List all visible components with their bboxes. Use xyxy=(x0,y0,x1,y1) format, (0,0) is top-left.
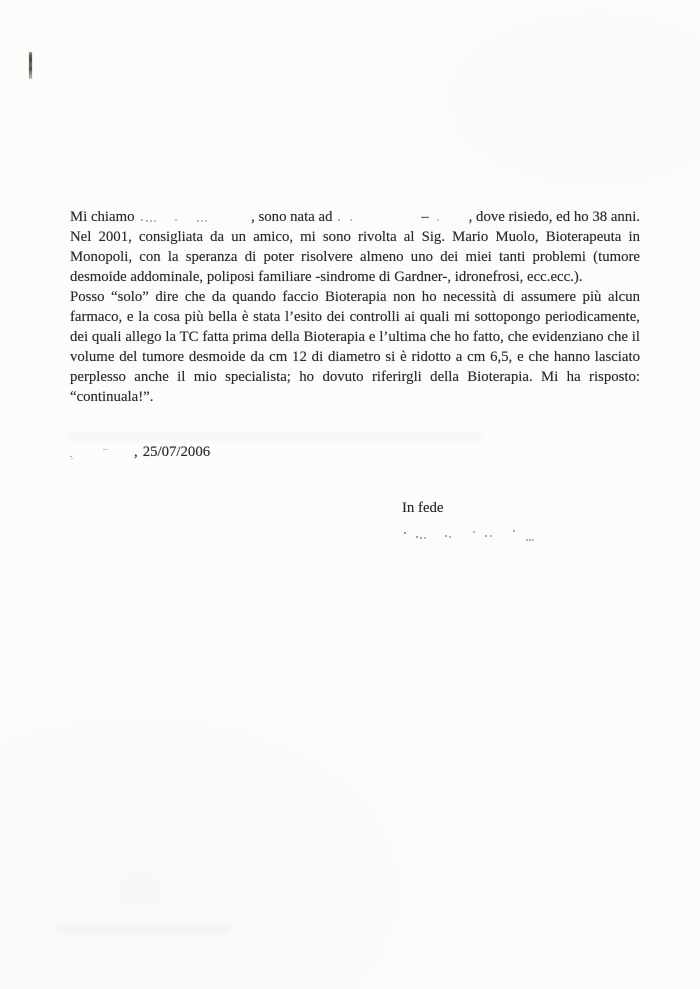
opening-dash: – xyxy=(421,208,429,225)
redacted-signature xyxy=(400,526,540,544)
redacted-birthplace xyxy=(332,206,421,221)
letter-opening-line xyxy=(70,206,640,227)
letter-body xyxy=(70,206,640,544)
opening-intro-text: Mi chiamo xyxy=(70,208,135,225)
opening-residence-text: , dove risiedo, ed ho 38 anni. xyxy=(468,208,641,225)
staple-mark xyxy=(29,52,32,79)
redacted-province xyxy=(429,206,469,221)
date-text: 25/07/2006 xyxy=(142,443,211,460)
bleed-through-smudge xyxy=(56,925,231,932)
opening-birth-text: , sono nata ad xyxy=(251,208,333,225)
letter-paragraph-1: Nel 2001, consigliata da un amico, mi sono rivolta al Sig. Mario Muolo, Bioterapeuta in Monopoli, con la speranza di poter risolvere almeno uno dei miei tanti problemi (tumore desmoide addominale, poliposi familiare -sindrome di Gardner-, idronefrosi, ecc.ecc.). xyxy=(70,228,640,285)
date-line xyxy=(70,441,640,462)
redacted-name xyxy=(135,206,252,221)
closing-formula: In fede xyxy=(402,499,444,516)
letter-paragraph-2: Posso “solo” dire che da quando faccio Bioterapia non ho necessità di assumere più alcun farmaco, e la cosa più bella è stata l’esito dei controlli ai quali mi sottopongo periodicamente, dei quali allego la TC fatta prima della Bioterapia e l’ultima che ho fatto, che evidenziano che il volume del tumore desmoide da cm 12 di diametro si è ridotto a cm 6,5, e che hanno lasciato perplesso anche il mio specialista; ho dovuto riferirgli della Bioterapia. Mi ha risposto: “continuala!”. xyxy=(70,288,640,405)
bleed-through-smudge xyxy=(66,433,481,440)
redacted-place xyxy=(70,441,134,456)
date-separator: , xyxy=(134,443,138,460)
